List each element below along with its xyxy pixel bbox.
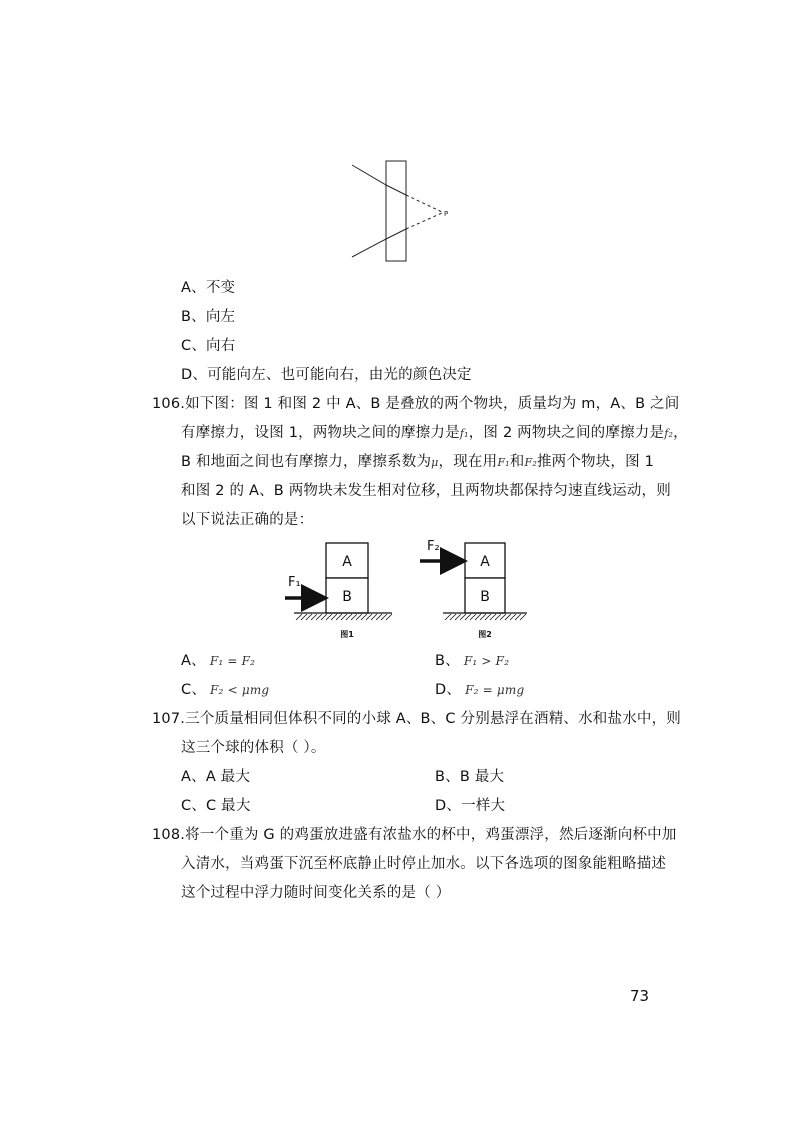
q107-option-c: C、C 最大 bbox=[181, 798, 251, 814]
f2-symbol: f₂ bbox=[664, 427, 674, 440]
extension-ray-bottom bbox=[406, 213, 442, 229]
prev-option-d: D、可能向左、也可能向右，由光的颜色决定 bbox=[181, 367, 472, 383]
q106-line-3: B 和地面之间也有摩擦力，摩擦系数为μ，现在用F₁和F₂推两个物块，图 1 bbox=[181, 454, 655, 470]
q106-option-b: B、 F₁ > F₂ bbox=[435, 653, 510, 669]
fig1-force-label: F₁ bbox=[288, 575, 301, 590]
light-slab-figure bbox=[340, 155, 470, 267]
fig2-block-a-label: A bbox=[480, 554, 490, 570]
glass-slab bbox=[386, 161, 406, 261]
q107-line-1: 107.三个质量相同但体积不同的小球 A、B、C 分别悬浮在酒精、水和盐水中，则 bbox=[152, 711, 682, 727]
q107-option-a: A、A 最大 bbox=[181, 769, 251, 785]
q106-line-4: 和图 2 的 A、B 两物块未发生相对位移，且两物块都保持匀速直线运动，则 bbox=[181, 483, 671, 499]
fig2-ground-hatch bbox=[445, 614, 526, 620]
fig2-block-b-label: B bbox=[480, 589, 490, 605]
q106-option-a: A、 F₁ = F₂ bbox=[181, 653, 256, 669]
q106-line-1: 106.如下图：图 1 和图 2 中 A、B 是叠放的两个物块，质量均为 m，A、B 之间 bbox=[152, 396, 680, 412]
extension-ray-top bbox=[406, 195, 442, 212]
mu-symbol: μ bbox=[431, 456, 439, 469]
q108-line-2: 入清水，当鸡蛋下沉至杯底静止时停止加水。以下各选项的图象能粗略描述 bbox=[181, 856, 667, 872]
fig1-block-b-label: B bbox=[342, 589, 352, 605]
incident-ray-top bbox=[352, 165, 386, 185]
q107-option-b: B、B 最大 bbox=[435, 769, 505, 785]
fig2-caption: 图2 bbox=[478, 630, 492, 639]
figure-2 bbox=[415, 536, 545, 645]
inner-ray-top bbox=[386, 185, 406, 195]
q106-number: 106. bbox=[152, 396, 186, 412]
q107-option-d: D、一样大 bbox=[435, 798, 506, 814]
q108-line-3: 这个过程中浮力随时间变化关系的是（ ） bbox=[181, 885, 451, 901]
incident-ray-bottom bbox=[352, 239, 386, 257]
prev-option-c: C、向右 bbox=[181, 338, 236, 354]
prev-option-b: B、向左 bbox=[181, 309, 236, 325]
F2-symbol: F₂ bbox=[524, 456, 537, 469]
q107-line-2: 这三个球的体积（ ）。 bbox=[181, 740, 326, 756]
f1-symbol: f₁ bbox=[459, 427, 469, 440]
figure-1 bbox=[280, 540, 400, 645]
q106-line-5: 以下说法正确的是： bbox=[181, 512, 314, 528]
q108-number: 108. bbox=[152, 827, 186, 843]
fig2-force-label: F₂ bbox=[427, 539, 440, 554]
page-number: 73 bbox=[630, 987, 650, 1005]
q108-line-1: 108.将一个重为 G 的鸡蛋放进盛有浓盐水的杯中，鸡蛋漂浮，然后逐渐向杯中加 bbox=[152, 827, 677, 843]
q106-line-2: 有摩擦力，设图 1，两物块之间的摩擦力是f₁，图 2 两物块之间的摩擦力是f₂， bbox=[181, 425, 688, 441]
fig1-block-a-label: A bbox=[342, 554, 352, 570]
prev-option-a: A、不变 bbox=[181, 280, 236, 296]
q106-option-c: C、 F₂ < μmg bbox=[181, 682, 270, 698]
q107-number: 107. bbox=[152, 711, 186, 727]
point-p-label: P bbox=[444, 210, 449, 218]
fig1-ground-hatch bbox=[296, 614, 392, 620]
q106-option-d: D、 F₂ = μmg bbox=[435, 682, 525, 698]
inner-ray-bottom bbox=[386, 229, 406, 239]
fig1-caption: 图1 bbox=[340, 630, 354, 639]
F1-symbol: F₁ bbox=[497, 456, 510, 469]
